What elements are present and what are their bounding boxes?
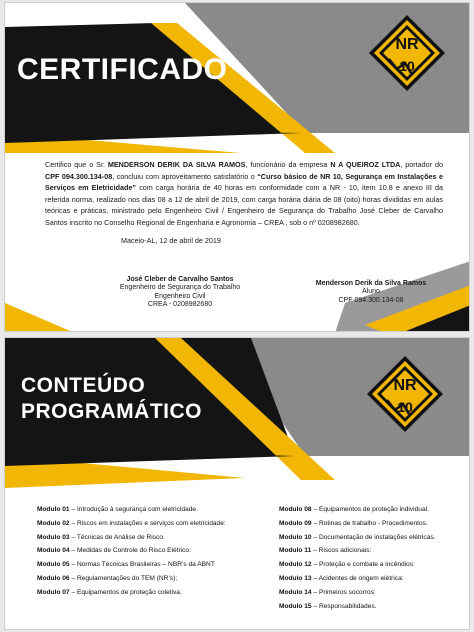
nr10-badge-icon xyxy=(365,354,445,434)
course-name: “Curso básico de NR 10, Segurança em Instalações e Serviços em Eletricidade” xyxy=(45,171,444,193)
module-item xyxy=(37,589,226,603)
content-title-line1: CONTEÚDO xyxy=(21,374,146,397)
body-text-segment: com carga horária de 40 horas em conformidade com a NR - 10, item 10.8 e anexo III da referida norma, realizado nos dias 08 a 12 de abril de 2019, com carga horária diária de 08 (oito) horas divididas em aulas teóricas e práticas, ministrado pelo Engenheiro Civil / Engenheiro de Segurança do Trabalho José Cleber de Carvalho Santos inscrito no Conselho Regional de Engenharia e Agronomia – CREA , sob o nº 0208982680. xyxy=(45,183,443,227)
body-text-segment: , funcionário da empresa xyxy=(245,160,331,169)
module-item xyxy=(279,534,436,548)
badge-number-text: 10 xyxy=(399,58,415,74)
module-text: – Proteção e combate a incêndios: xyxy=(311,561,415,569)
module-text: – Primeiros socorros: xyxy=(311,588,376,596)
signature-line: CREA - 0208982680 xyxy=(147,301,213,309)
nr10-badge-icon xyxy=(367,13,447,93)
signature-name: Menderson Derik da Silva Ramos xyxy=(315,280,427,287)
module-text: – Equipamentos de proteção coletiva. xyxy=(69,588,182,596)
module-label: Modulo 03 xyxy=(37,533,70,541)
body-text-segment: , concluiu com aproveitamento satisfatório o xyxy=(112,171,258,181)
company-name: N A QUEIROZ LTDA xyxy=(330,160,401,169)
signature-line: Engenheiro de Segurança do Trabalho xyxy=(119,284,241,292)
student-cpf: CPF 094.300.134-08 xyxy=(45,171,113,181)
module-text: – Riscos adicionais: xyxy=(311,547,372,555)
content-title-line2: PROGRAMÁTICO xyxy=(21,400,202,423)
module-label: Modulo 02 xyxy=(37,519,70,527)
module-label: Modulo 08 xyxy=(279,506,312,513)
module-text: – Rotinas de trabalho - Procedimentos. xyxy=(311,519,428,527)
module-text: – Riscos em instalações e serviços com eletricidade: xyxy=(69,519,226,527)
module-text: – Introdução à segurança com eletricidade. xyxy=(69,506,198,513)
module-text: – Técnicas de Análise de Risco. xyxy=(69,533,165,541)
module-text: – Normas Técnicas Brasileiras – NBR’s da ABNT xyxy=(69,561,215,569)
module-list-right xyxy=(279,506,436,616)
signature-line: CPF 094.300.134-08 xyxy=(338,296,404,304)
signature-student xyxy=(291,280,451,305)
certificate-page xyxy=(4,2,470,332)
module-label: Modulo 06 xyxy=(37,574,70,582)
certificate-date: Maceio-AL, 12 de abril de 2019 xyxy=(121,236,221,245)
module-text: – Responsabilidades. xyxy=(311,602,377,610)
module-item xyxy=(37,575,226,589)
module-item xyxy=(279,561,436,575)
module-item xyxy=(37,506,226,520)
module-label: Modulo 09 xyxy=(279,519,312,527)
signature-line: Aluno xyxy=(362,288,380,296)
badge-number-text: 10 xyxy=(397,399,413,415)
module-item xyxy=(37,561,226,575)
module-item xyxy=(37,520,226,534)
module-label: Modulo 12 xyxy=(279,561,312,569)
certificate-body-text xyxy=(45,159,443,229)
module-text: – Medidas de Controle do Risco Elétrico: xyxy=(69,547,191,555)
module-label: Modulo 14 xyxy=(279,588,312,596)
module-label: Modulo 11 xyxy=(279,547,312,555)
module-item xyxy=(279,506,436,520)
module-text: – Regulamentações do TEM (NR’s); xyxy=(69,574,178,582)
module-list-left xyxy=(37,506,226,603)
module-label: Modulo 05 xyxy=(37,561,70,569)
module-text: – Equipamentos de proteção individual. xyxy=(311,506,429,513)
module-item xyxy=(279,603,436,617)
module-item xyxy=(279,589,436,603)
badge-nr-text: NR xyxy=(395,36,419,53)
signature-engineer xyxy=(85,276,275,310)
module-label: Modulo 15 xyxy=(279,602,312,610)
module-label: Modulo 13 xyxy=(279,574,312,582)
module-item xyxy=(279,520,436,534)
body-text-segment: , portador do xyxy=(400,160,443,169)
module-text: – Acidentes de origem elétrica: xyxy=(311,574,404,582)
module-label: Modulo 10 xyxy=(279,533,312,541)
badge-nr-text: NR xyxy=(393,377,417,394)
body-text-segment: Certifico que o Sr. xyxy=(45,160,108,169)
module-item xyxy=(279,547,436,561)
signature-line: Engenheiro Civil xyxy=(154,292,206,300)
module-label: Modulo 04 xyxy=(37,547,70,555)
student-name: MENDERSON DERIK DA SILVA RAMOS xyxy=(107,160,246,169)
module-item xyxy=(37,547,226,561)
module-item xyxy=(37,534,226,548)
module-item xyxy=(279,575,436,589)
certificate-title: CERTIFICADO xyxy=(17,53,228,86)
module-label: Modulo 07 xyxy=(37,588,70,596)
module-text: – Documentação de instalações elétricas. xyxy=(311,533,436,541)
module-label: Modulo 01 xyxy=(37,506,70,513)
signature-name: José Cleber de Carvalho Santos xyxy=(126,276,234,283)
